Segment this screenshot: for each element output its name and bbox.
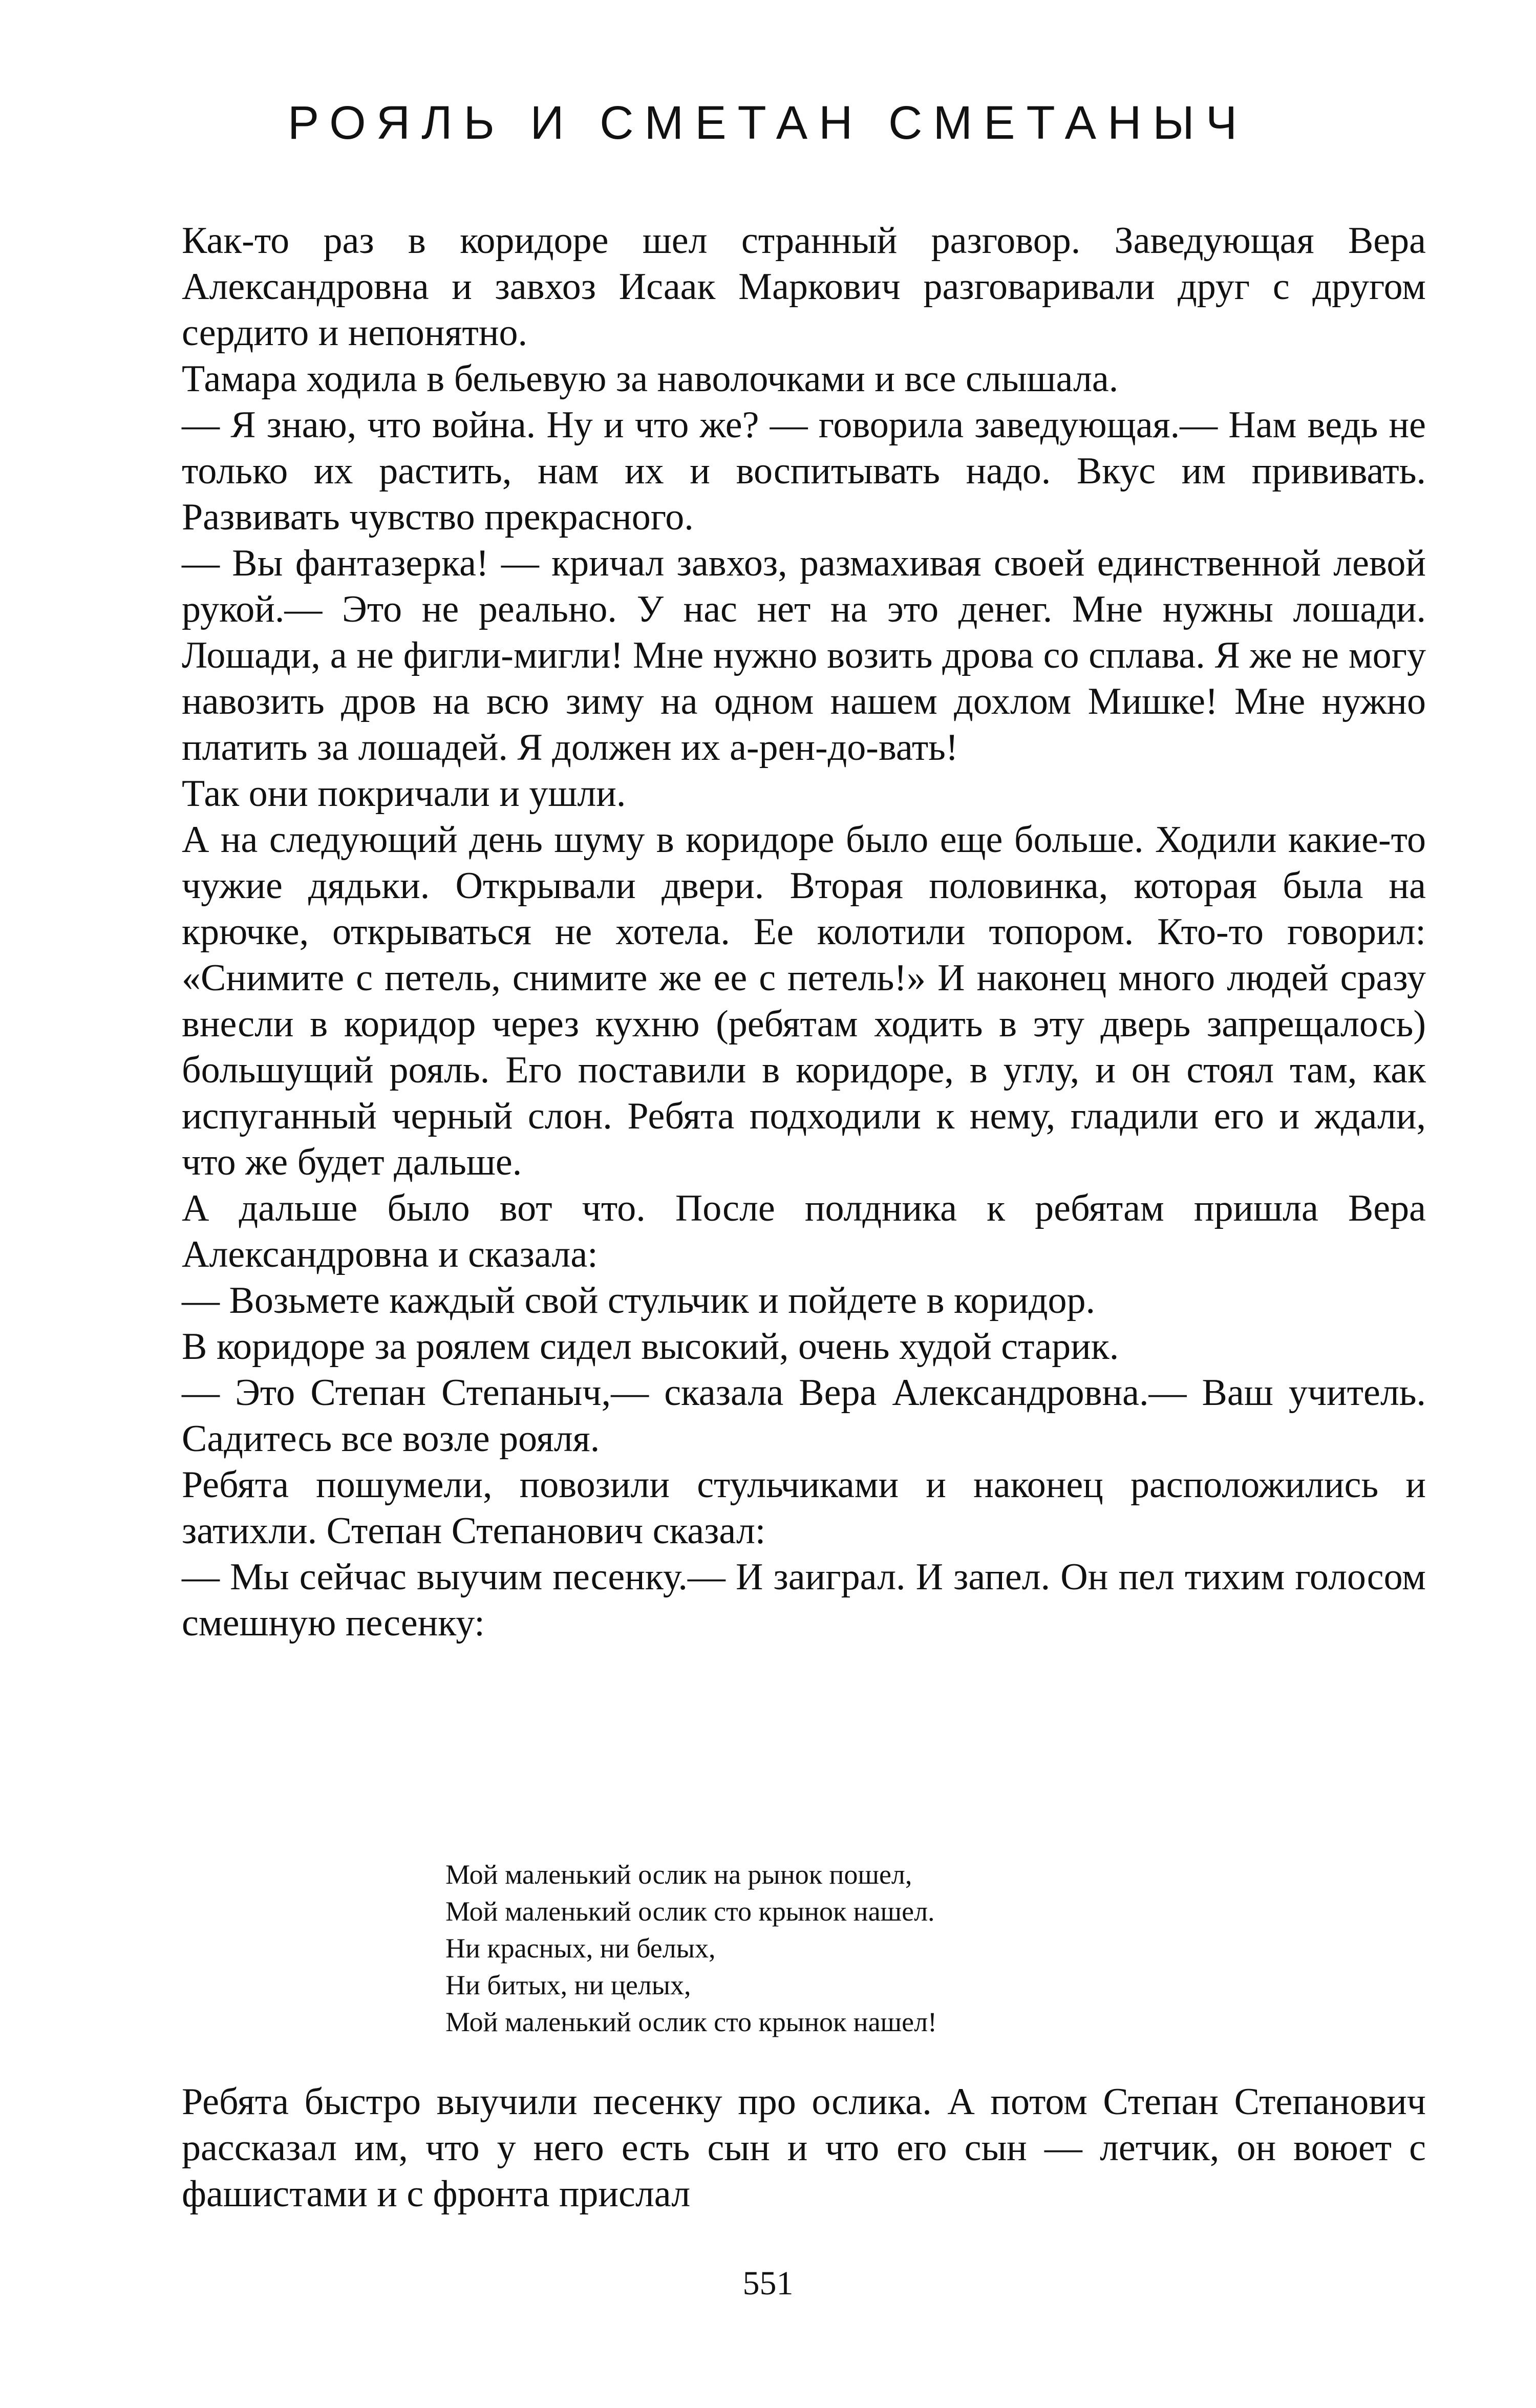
- paragraph: Как-то раз в коридоре шел странный разговор. Заведующая Вера Александровна и завхоз Исаак Маркович разговаривали друг с другом сердито и непонятно.: [182, 220, 1426, 354]
- verse-line: Ни красных, ни белых,: [445, 1933, 716, 1964]
- paragraph: А дальше было вот что. После полдника к ребятам пришла Вера Александровна и сказала:: [182, 1187, 1426, 1275]
- verse-line: Мой маленький ослик сто крынок нашел.: [445, 1896, 935, 1927]
- paragraph: Ребята пошумели, повозили стульчиками и наконец расположились и затихли. Степан Степанович сказал:: [182, 1464, 1426, 1552]
- paragraph: — Мы сейчас выучим песенку.— И заиграл. И запел. Он пел тихим голосом смешную песенку:: [182, 1556, 1426, 1644]
- paragraph: — Я знаю, что война. Ну и что же? — говорила заведующая.— Нам ведь не только их растить, нам их и воспитывать надо. Вкус им прививать. Развивать чувство прекрасного.: [182, 404, 1426, 538]
- body-text: [182, 218, 1426, 1646]
- paragraph: Ребята быстро выучили песенку про ослика. А потом Степан Степанович рассказал им, что у него есть сын и что его сын — летчик, он воюет с фашистами и с фронта прислал: [182, 2081, 1426, 2215]
- paragraph: Тамара ходила в бельевую за наволочками и все слышала.: [182, 358, 1119, 400]
- paragraph: А на следующий день шуму в коридоре было еще больше. Ходили какие-то чужие дядьки. Открывали двери. Вторая половинка, которая была на крючке, открываться не хотела. Ее колотили топором. Кто-то говорил: «Снимите с петель, снимите же ее с петель!» И наконец много людей сразу внесли в коридор через кухню (ребятам ходить в эту дверь запрещалось) большущий рояль. Его поставили в коридоре, в углу, и он стоял там, как испуганный черный слон. Ребята подходили к нему, гладили его и ждали, что же будет дальше.: [182, 819, 1426, 1183]
- page-number: 551: [742, 2265, 794, 2302]
- verse-line: Мой маленький ослик на рынок пошел,: [445, 1859, 912, 1890]
- paragraph: В коридоре за роялем сидел высокий, очень худой старик.: [182, 1326, 1119, 1368]
- chapter-title: РОЯЛЬ И СМЕТАН СМЕТАНЫЧ: [287, 97, 1249, 149]
- paragraph: — Это Степан Степаныч,— сказала Вера Александровна.— Ваш учитель. Садитесь все возле рояля.: [182, 1372, 1426, 1460]
- verse-line: Ни битых, ни целых,: [445, 1970, 691, 2000]
- paragraph: — Возьмете каждый свой стульчик и пойдете в коридор.: [182, 1280, 1095, 1322]
- closing-text: [182, 2079, 1426, 2217]
- verse-line: Мой маленький ослик сто крынок нашел!: [445, 2007, 937, 2037]
- paragraph: Так они покричали и ушли.: [182, 773, 626, 815]
- song-verse: [445, 1856, 1213, 2040]
- paragraph: — Вы фантазерка! — кричал завхоз, размахивая своей единственной левой рукой.— Это не реально. У нас нет на это денег. Мне нужны лошади. Лошади, а не фигли-мигли! Мне нужно возить дрова со сплава. Я же не могу навозить дров на всю зиму на одном нашем дохлом Мишке! Мне нужно платить за лошадей. Я должен их а-рен-до-вать!: [182, 542, 1426, 769]
